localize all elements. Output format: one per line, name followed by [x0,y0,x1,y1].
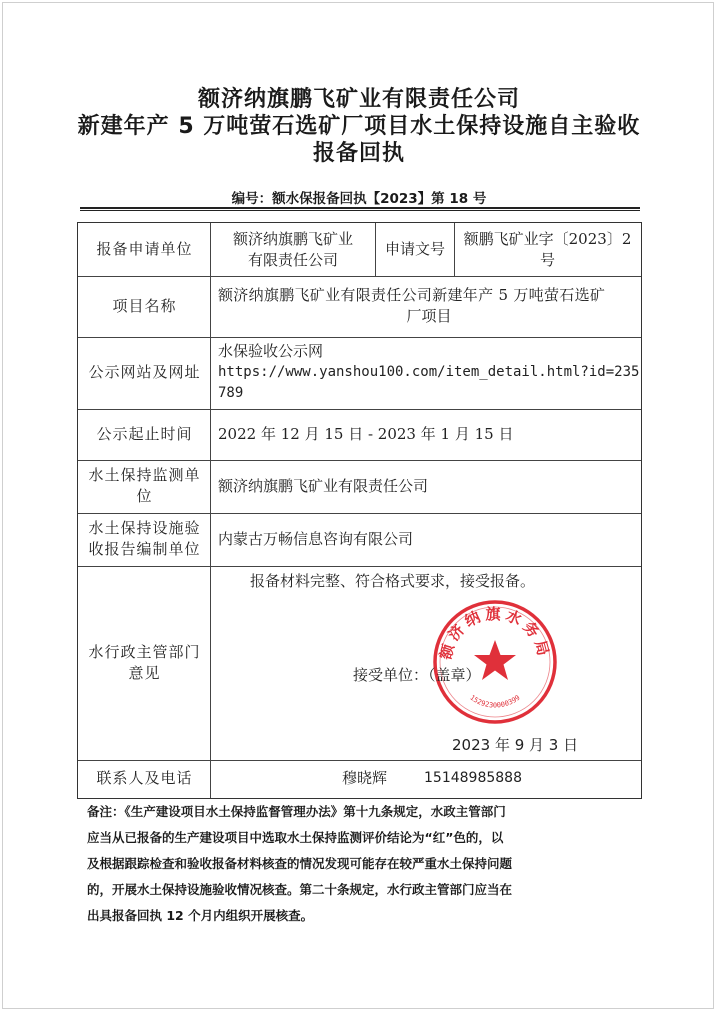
project-label: 项目名称 [112,296,177,315]
applicant-label: 报备申请单位 [96,240,193,258]
remark-line: 备注：《生产建设项目水土保持监督管理办法》第十九条规定，水政主管部门 [87,804,506,819]
opinion-label [79,566,210,759]
period-label: 公示起止时间 [96,424,193,443]
contact-name: 穆晓辉 [342,769,388,787]
project-value [211,276,640,336]
doc-no-label: 申请文号 [384,240,445,258]
report-label [79,513,210,565]
applicant-value-line2: 有限责任公司 [247,250,338,269]
report-label-line1: 水土保持设施验 [88,519,201,537]
website-value [211,337,640,408]
period-value: 2022 年 12 月 15 日 - 2023 年 1 月 15 日 [218,424,514,443]
contact-label: 联系人及电话 [96,769,193,787]
report-label-line2: 收报告编制单位 [88,540,201,558]
monitor-label-line1: 水土保持监测单 [88,466,201,484]
doc-no-value-line2: 号 [539,250,555,269]
opinion-label-line2: 意见 [128,663,161,682]
receiver-text: 接受单位：（盖章） [353,665,481,684]
website-url-continued[interactable]: 789 [218,385,244,401]
website-label: 公示网站及网址 [88,363,201,381]
opinion-text: 报备材料完整、符合格式要求，接受报备。 [250,571,536,590]
document-number: 编号：额水保报备回执【2023】第 18 号 [231,191,487,207]
website-name: 水保验收公示网 [218,342,324,360]
title-receipt: 报备回执 [312,141,405,166]
seal-code: 1529230000399 [468,693,522,710]
opinion-date: 2023 年 9 月 3 日 [452,735,579,754]
doc-no-value [455,224,640,275]
monitor-label [79,460,210,512]
contact-phone: 15148985888 [424,770,522,786]
remark-note [87,799,632,929]
monitor-label-line2: 位 [136,487,153,505]
opinion-label-line1: 水行政主管部门 [88,642,201,661]
report-value: 内蒙古万畅信息咨询有限公司 [218,529,414,548]
applicant-value [211,224,375,275]
title-company: 额济纳旗鹏飞矿业有限责任公司 [197,87,520,112]
remark-line: 的，开展水土保持设施验收情况核查。第二十条规定，水行政主管部门应当在 [87,882,513,897]
project-value-line1: 额济纳旗鹏飞矿业有限责任公司新建年产 5 万吨萤石选矿 [218,286,606,304]
website-url[interactable]: https://www.yanshou100.com/item_detail.html?id=235 [218,364,640,380]
remark-line: 应当从已报备的生产建设项目中选取水土保持监测评价结论为“红”色的，以 [87,830,504,845]
doc-no-value-line1: 额鹏飞矿业字〔2023〕2 [463,229,632,248]
title-project: 新建年产 5 万吨萤石选矿厂项目水土保持设施自主验收 [77,114,641,139]
official-seal [431,598,559,726]
project-value-line2: 厂项目 [406,307,452,325]
header-rule-thin [80,210,640,211]
remark-line: 出具报备回执 12 个月内组织开展核查。 [87,908,314,923]
header-rule-thick [80,207,640,209]
remark-line: 及根据跟踪检查和验收报备材料核查的情况发现可能存在较严重水土保持问题 [87,856,513,871]
seal-text: 额济纳旗水务局 [436,604,554,662]
monitor-value: 额济纳旗鹏飞矿业有限责任公司 [218,476,429,495]
applicant-value-line1: 额济纳旗鹏飞矿业 [232,229,353,248]
